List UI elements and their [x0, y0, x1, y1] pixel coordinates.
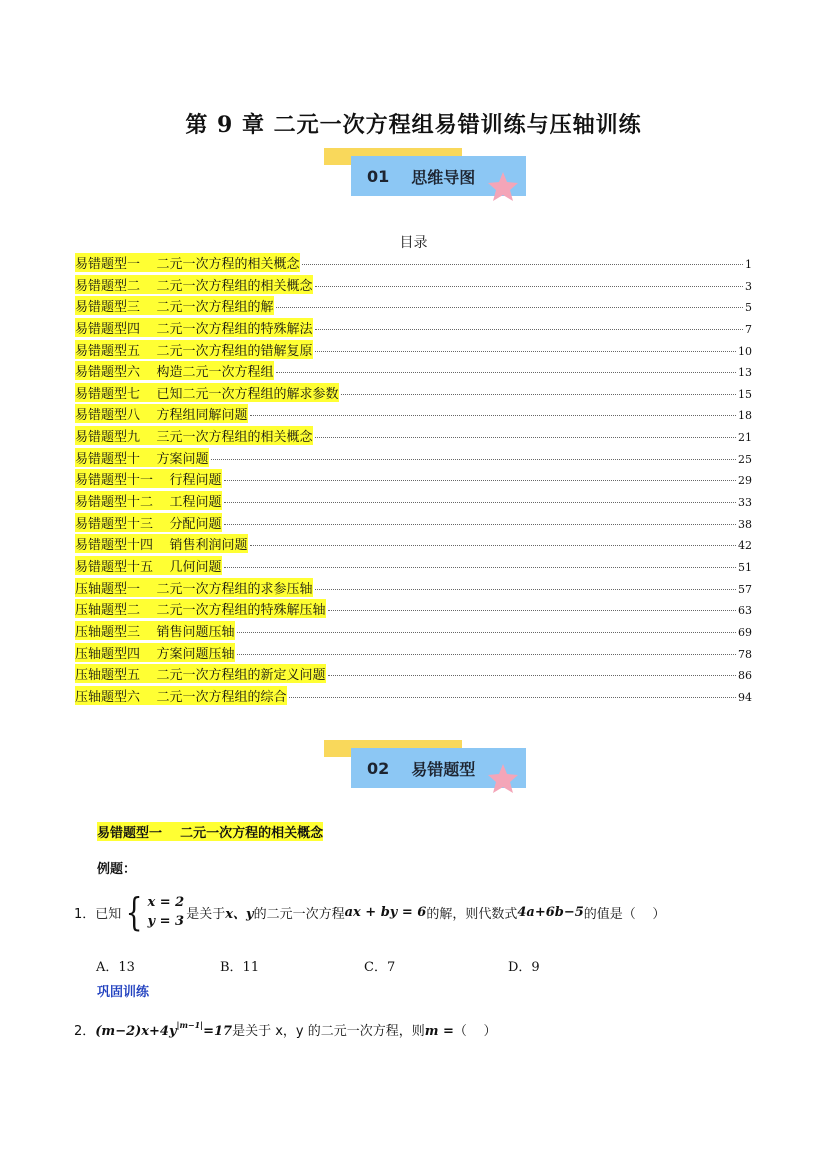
math-equation: (m−2)x+4y: [95, 1024, 177, 1039]
toc-entry-label[interactable]: 易错题型二 二元一次方程组的相关概念: [75, 275, 313, 294]
toc-dot-leader: [224, 480, 736, 481]
toc-dot-leader: [315, 589, 736, 590]
toc-entry-label[interactable]: 易错题型九 三元一次方程组的相关概念: [75, 426, 313, 445]
question-prefix: 已知: [95, 906, 122, 922]
star-icon: [486, 170, 520, 204]
toc-dot-leader: [341, 394, 736, 395]
question-1: [74, 890, 666, 934]
toc-entry-page: 94: [738, 690, 752, 704]
toc-heading: 目录: [399, 235, 428, 251]
question-text: 是关于: [186, 906, 226, 922]
option-a: A．13: [96, 960, 135, 975]
table-of-contents: [75, 253, 752, 707]
toc-entry[interactable]: [75, 383, 752, 405]
toc-entry[interactable]: [75, 664, 752, 686]
toc-dot-leader: [315, 351, 736, 352]
toc-entry[interactable]: [75, 556, 752, 578]
banner-number: 01: [367, 166, 390, 186]
toc-entry-page: 1: [745, 258, 752, 271]
question-number: 1．: [74, 906, 96, 922]
toc-entry-label[interactable]: 压轴题型四 方案问题压轴: [75, 643, 235, 662]
toc-dot-leader: [250, 545, 736, 546]
banner-text: 易错题型: [411, 759, 476, 779]
example-label: 例题：: [97, 862, 137, 877]
toc-entry[interactable]: [75, 621, 752, 643]
toc-entry-label[interactable]: 易错题型十五 几何问题: [75, 556, 222, 575]
toc-entry-page: 10: [738, 344, 752, 358]
toc-dot-leader: [328, 675, 736, 676]
math-equation: ax + by = 6: [344, 904, 427, 920]
toc-entry-label[interactable]: 易错题型六 构造二元一次方程组: [75, 361, 274, 380]
toc-entry-page: 15: [738, 387, 752, 401]
toc-entry-label[interactable]: 易错题型十二 工程问题: [75, 491, 222, 510]
section-title: 易错题型一 二元一次方程的相关概念: [97, 822, 323, 841]
toc-dot-leader: [276, 307, 743, 308]
toc-entry-page: 33: [738, 496, 752, 510]
toc-dot-leader: [237, 632, 736, 633]
toc-entry[interactable]: [75, 599, 752, 621]
toc-entry-page: 69: [738, 625, 752, 639]
system-line-2: y = 3: [147, 914, 185, 929]
toc-entry-page: 29: [738, 474, 752, 488]
toc-entry-label[interactable]: 易错题型十 方案问题: [75, 448, 209, 467]
toc-dot-leader: [315, 329, 743, 330]
toc-entry-page: 57: [738, 582, 752, 596]
toc-entry-page: 86: [738, 669, 752, 683]
toc-dot-leader: [302, 264, 743, 265]
question-text: （ ）: [453, 1024, 497, 1039]
toc-entry[interactable]: [75, 578, 752, 600]
section-banner-mindmap: [324, 148, 524, 208]
toc-entry-page: 18: [738, 409, 752, 423]
toc-entry[interactable]: [75, 275, 752, 297]
toc-entry[interactable]: [75, 296, 752, 318]
toc-dot-leader: [315, 437, 736, 438]
toc-entry[interactable]: [75, 448, 752, 470]
toc-entry[interactable]: [75, 361, 752, 383]
system-line-1: x = 2: [147, 895, 185, 910]
math-expression: 4a+6b−5: [517, 904, 584, 920]
toc-dot-leader: [224, 524, 736, 525]
equation-system: [147, 893, 184, 931]
toc-entry-label[interactable]: 压轴题型一 二元一次方程组的求参压轴: [75, 578, 313, 597]
toc-entry[interactable]: [75, 340, 752, 362]
toc-entry-label[interactable]: 压轴题型五 二元一次方程组的新定义问题: [75, 664, 326, 683]
toc-dot-leader: [315, 286, 743, 287]
toc-dot-leader: [328, 610, 736, 611]
toc-entry-page: 78: [738, 647, 752, 661]
math-exponent: |m−1|: [176, 1020, 204, 1030]
toc-entry-page: 51: [738, 560, 752, 574]
question-2: [74, 1020, 496, 1039]
toc-entry-page: 63: [738, 604, 752, 618]
banner-text: 思维导图: [411, 167, 476, 187]
toc-entry[interactable]: [75, 469, 752, 491]
toc-entry-label[interactable]: 易错题型十一 行程问题: [75, 469, 222, 488]
star-icon: [486, 762, 520, 796]
toc-entry-page: 3: [745, 279, 752, 293]
toc-dot-leader: [289, 697, 736, 698]
toc-entry[interactable]: [75, 643, 752, 665]
question-text: 是关于 x，y 的二元一次方程，则: [232, 1024, 425, 1039]
toc-entry-label[interactable]: 易错题型三 二元一次方程组的解: [75, 296, 274, 315]
toc-entry-page: 38: [738, 517, 752, 531]
toc-dot-leader: [237, 654, 736, 655]
toc-entry[interactable]: [75, 513, 752, 535]
toc-entry-page: 21: [738, 431, 752, 445]
question-text: 的解，则代数式: [426, 906, 518, 922]
toc-dot-leader: [224, 567, 736, 568]
toc-entry[interactable]: [75, 404, 752, 426]
math-ask: m =: [424, 1024, 454, 1039]
toc-entry-label[interactable]: 压轴题型二 二元一次方程组的特殊解压轴: [75, 599, 326, 618]
toc-dot-leader: [250, 415, 736, 416]
toc-dot-leader: [276, 372, 736, 373]
toc-entry-label[interactable]: 易错题型十三 分配问题: [75, 513, 222, 532]
toc-entry[interactable]: [75, 491, 752, 513]
consolidate-label: 巩固训练: [97, 985, 150, 1000]
document-title: 第 9 章 二元一次方程组易错训练与压轴训练: [185, 112, 642, 138]
banner-number: 02: [367, 758, 390, 778]
option-c: C．7: [364, 960, 396, 975]
question-text: 的值是（ ）: [583, 906, 666, 922]
toc-entry[interactable]: [75, 686, 752, 708]
toc-entry-page: 42: [738, 539, 752, 553]
toc-entry[interactable]: [75, 534, 752, 556]
toc-entry-label[interactable]: 压轴题型三 销售问题压轴: [75, 621, 235, 640]
toc-entry-label[interactable]: 易错题型八 方程组同解问题: [75, 404, 248, 423]
toc-entry-page: 5: [745, 301, 752, 315]
toc-dot-leader: [211, 459, 736, 460]
option-b: B．11: [220, 960, 260, 975]
question-text: 的二元一次方程: [253, 906, 345, 922]
math-equation-rhs: =17: [203, 1024, 233, 1039]
option-d: D．9: [508, 960, 540, 975]
toc-entry-page: 13: [738, 366, 752, 380]
toc-entry-label[interactable]: 易错题型四 二元一次方程组的特殊解法: [75, 318, 313, 337]
toc-entry-label[interactable]: 压轴题型六 二元一次方程组的综合: [75, 686, 287, 705]
toc-dot-leader: [224, 502, 736, 503]
toc-entry-page: 7: [745, 322, 752, 336]
toc-entry-label[interactable]: 易错题型七 已知二元一次方程组的解求参数: [75, 383, 339, 402]
brace-symbol: {: [125, 890, 143, 934]
toc-entry[interactable]: [75, 318, 752, 340]
toc-entry-page: 25: [738, 452, 752, 466]
question-number: 2．: [74, 1024, 96, 1039]
toc-entry[interactable]: [75, 426, 752, 448]
toc-entry-label[interactable]: 易错题型一 二元一次方程的相关概念: [75, 253, 300, 272]
toc-entry-label[interactable]: 易错题型十四 销售利润问题: [75, 534, 248, 553]
toc-entry[interactable]: [75, 253, 752, 275]
toc-entry-label[interactable]: 易错题型五 二元一次方程组的错解复原: [75, 340, 313, 359]
section-banner-error-types: [324, 740, 524, 800]
math-vars: x、y: [225, 906, 254, 922]
